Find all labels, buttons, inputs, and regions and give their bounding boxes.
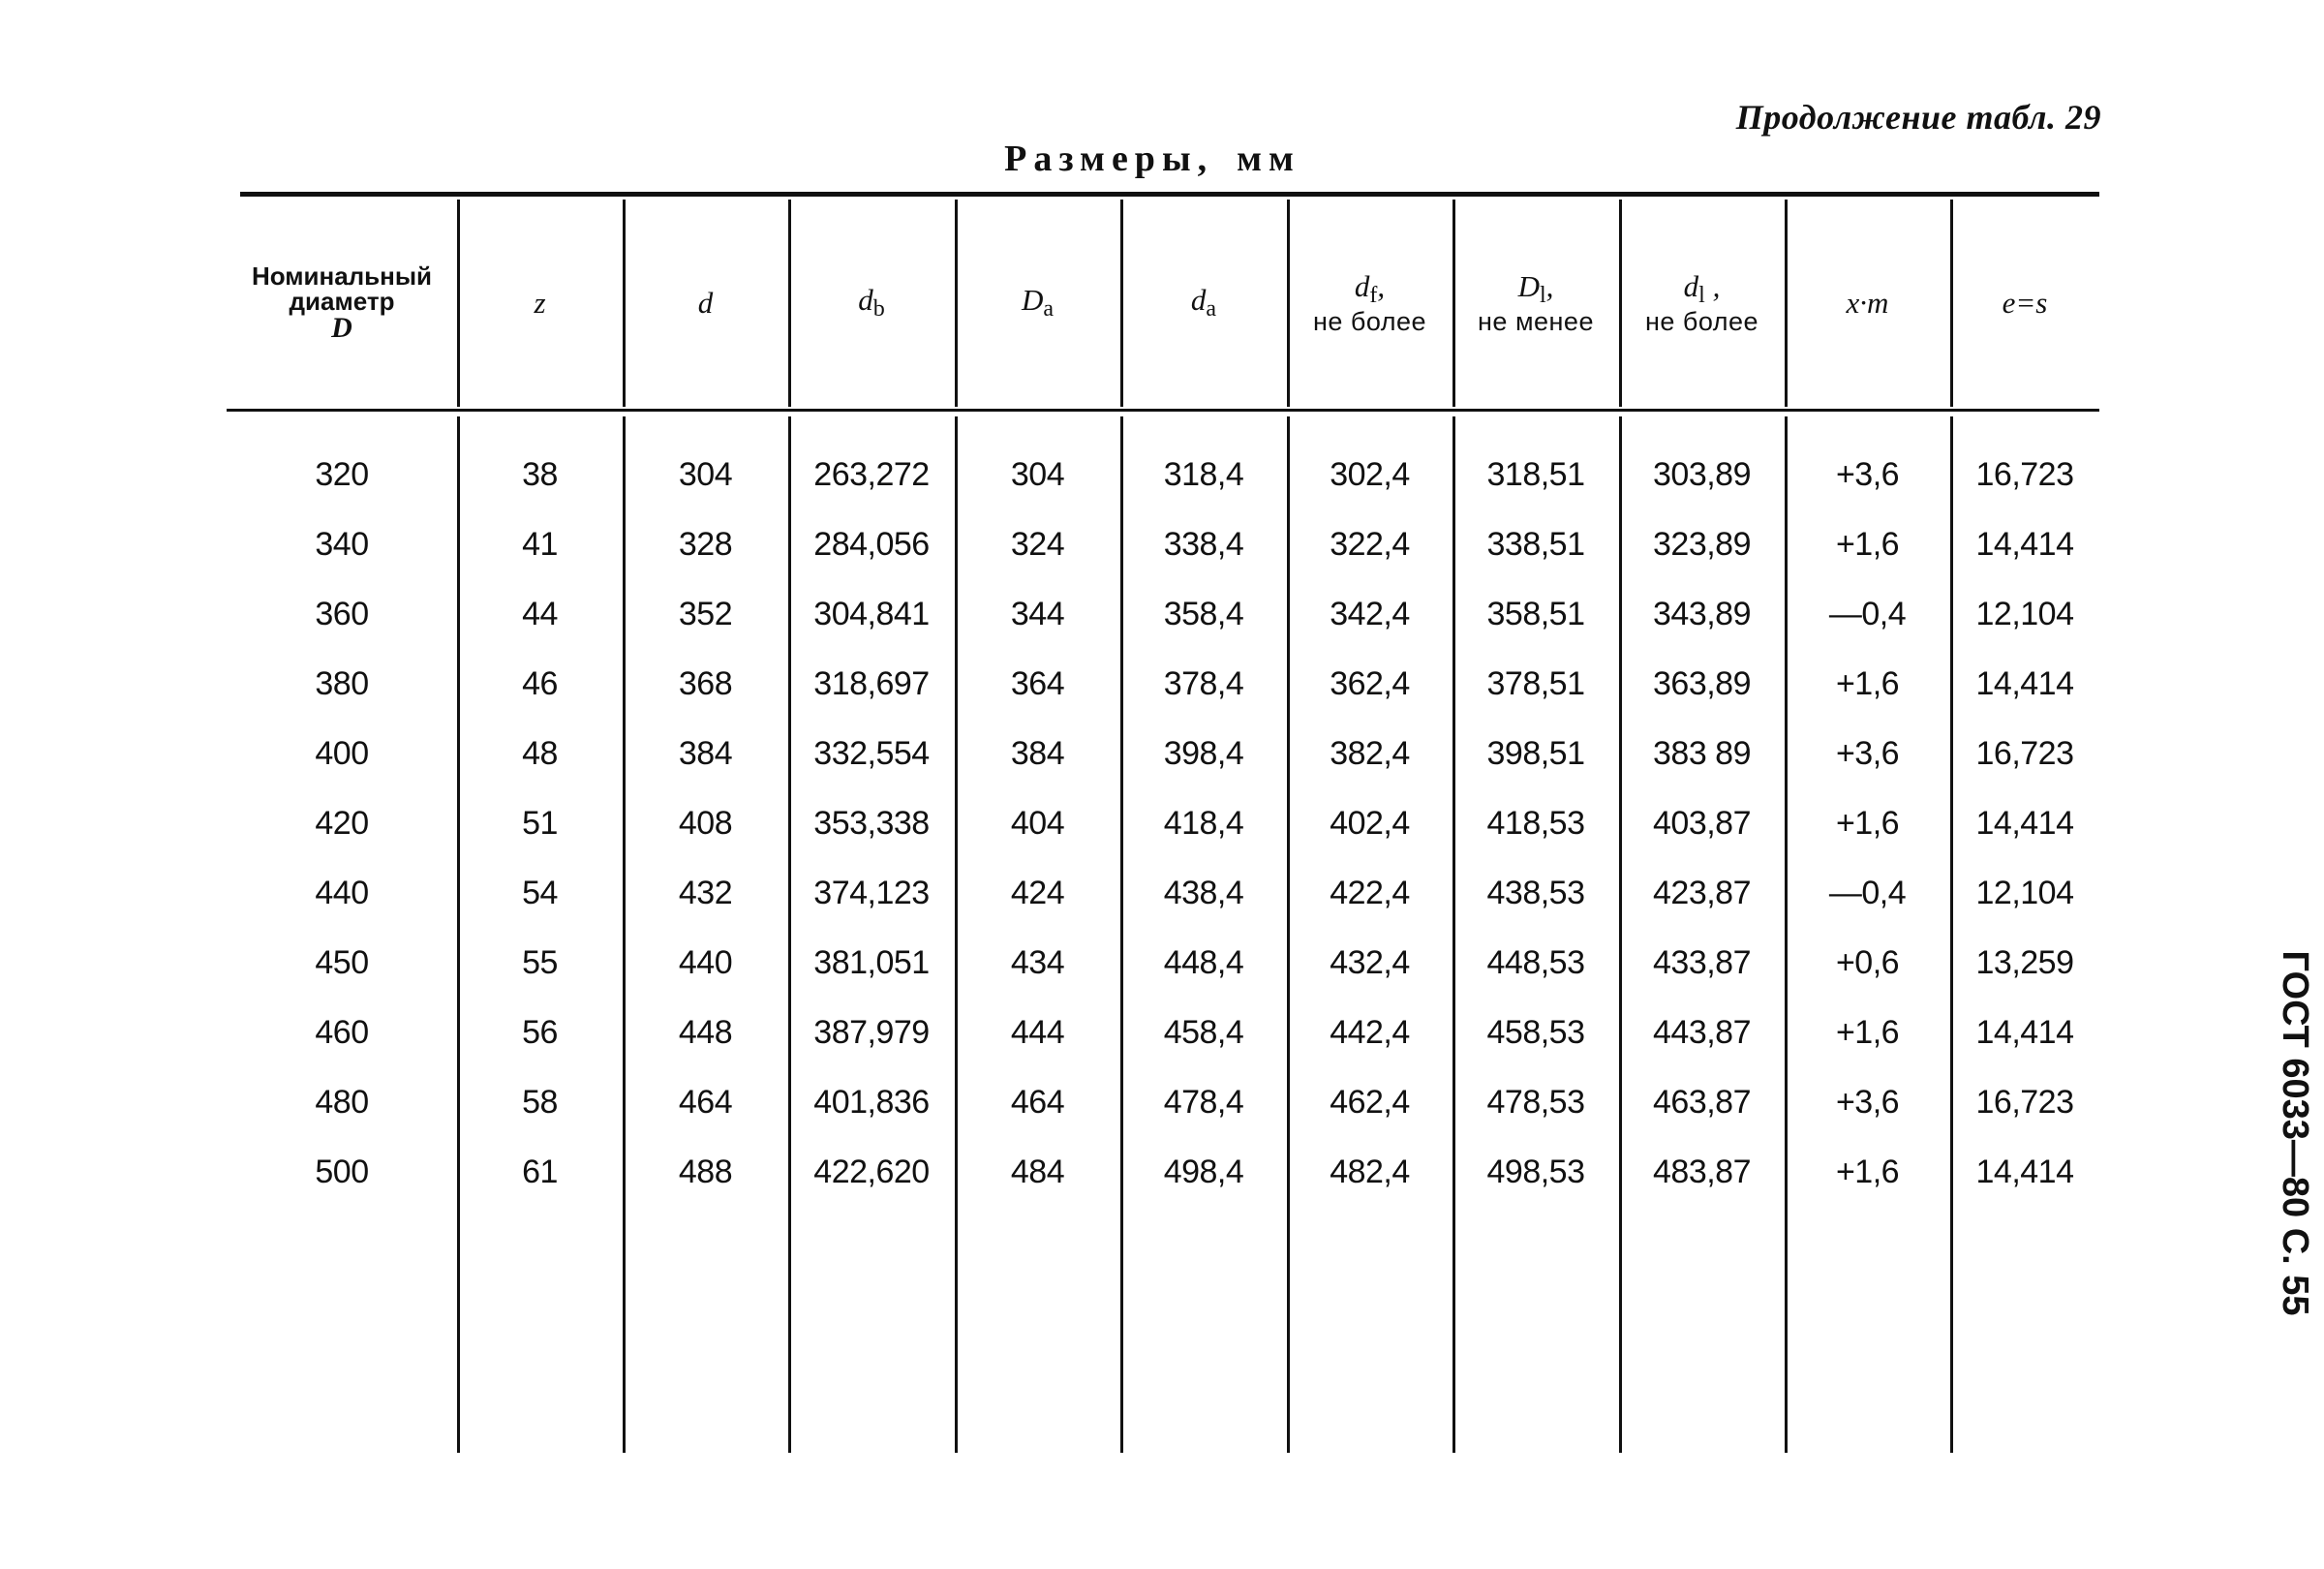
table-cell: 263,272 — [813, 455, 930, 493]
table-cell: 462,4 — [1330, 1083, 1410, 1121]
table-cell: 403,87 — [1653, 804, 1751, 842]
table-cell: 360 — [315, 595, 369, 632]
column-header-punct: , — [1545, 268, 1554, 303]
column-header-note: не более — [1312, 306, 1427, 336]
table-cell: 303,89 — [1653, 455, 1751, 493]
table-cell: 488 — [678, 1153, 733, 1190]
table-cell: 384 — [1010, 734, 1065, 772]
column-header-symbol: d — [1683, 268, 1699, 303]
table-cell: 318,4 — [1163, 455, 1244, 493]
table-cell: 14,414 — [1975, 525, 2074, 563]
column-header — [623, 200, 788, 407]
table-cell: 323,89 — [1653, 525, 1751, 563]
table-cell: 318,51 — [1486, 455, 1585, 493]
column-header — [1452, 200, 1619, 407]
table-cell: 16,723 — [1975, 734, 2074, 772]
table-cell: 448 — [678, 1013, 733, 1051]
table-cell: 54 — [522, 874, 558, 911]
table-cell: 353,338 — [813, 804, 930, 842]
units-title-unit: мм — [1237, 138, 1300, 179]
table-cell: 344 — [1010, 595, 1065, 632]
table-cell: 44 — [522, 595, 558, 632]
column-header-symbol-line — [534, 285, 546, 320]
column-header-subscript: a — [1206, 295, 1217, 322]
table-cell: 56 — [522, 1013, 558, 1051]
table-cell: +1,6 — [1835, 664, 1900, 702]
table-cell: 14,414 — [1975, 1153, 2074, 1190]
table-cell: 304,841 — [813, 595, 930, 632]
table-cell: 432,4 — [1330, 943, 1410, 981]
column-header-symbol: D — [1021, 282, 1044, 317]
column-header-subscript: f — [1369, 282, 1378, 308]
table-cell: 480 — [315, 1083, 369, 1121]
table-cell: 433,87 — [1653, 943, 1751, 981]
table-cell: 343,89 — [1653, 595, 1751, 632]
table-cell: 458,4 — [1163, 1013, 1244, 1051]
table-cell: +1,6 — [1835, 525, 1900, 563]
column-header-symbol: d — [1190, 282, 1207, 317]
table-header-rule — [227, 409, 2099, 412]
table-cell: 418,53 — [1486, 804, 1585, 842]
table-cell: 318,697 — [813, 664, 930, 702]
table-top-rule — [240, 192, 2099, 197]
table-cell: 484 — [1010, 1153, 1065, 1190]
column-header-subscript: l — [1698, 282, 1705, 308]
table-cell: —0,4 — [1828, 874, 1907, 911]
column-header — [955, 200, 1120, 407]
table-cell: 498,4 — [1163, 1153, 1244, 1190]
table-cell: 380 — [315, 664, 369, 702]
column-header — [788, 200, 955, 407]
column-header — [457, 200, 623, 407]
table-cell: 51 — [522, 804, 558, 842]
table-cell: 382,4 — [1330, 734, 1410, 772]
table-cell: 304 — [1010, 455, 1065, 493]
table-cell: 381,051 — [813, 943, 930, 981]
table-cell: 464 — [678, 1083, 733, 1121]
table-cell: 444 — [1010, 1013, 1065, 1051]
table-cell: 41 — [522, 525, 558, 563]
table-cell: 442,4 — [1330, 1013, 1410, 1051]
table-cell: 460 — [315, 1013, 369, 1051]
table-cell: 328 — [678, 525, 733, 563]
table-cell: 358,51 — [1486, 595, 1585, 632]
table-cell: 378,51 — [1486, 664, 1585, 702]
column-header-symbol: x·m — [1846, 285, 1889, 320]
column-header-line: Номинальный — [251, 262, 433, 291]
table-cell: 478,53 — [1486, 1083, 1585, 1121]
table-cell: 420 — [315, 804, 369, 842]
column-header-symbol: D — [331, 312, 352, 344]
table-cell: 424 — [1010, 874, 1065, 911]
table-cell: 448,53 — [1486, 943, 1585, 981]
table-cell: 404 — [1010, 804, 1065, 842]
table-cell: 423,87 — [1653, 874, 1751, 911]
table-cell: 16,723 — [1975, 455, 2074, 493]
table-cell: 352 — [678, 595, 733, 632]
column-header-subscript: b — [872, 295, 885, 322]
column-header-symbol-line — [858, 282, 885, 322]
table-cell: 384 — [678, 734, 733, 772]
table-cell: 12,104 — [1975, 874, 2074, 911]
table-cell: 464 — [1010, 1083, 1065, 1121]
table-cell: +1,6 — [1835, 1013, 1900, 1051]
table-cell: 14,414 — [1975, 664, 2074, 702]
column-header — [1785, 200, 1950, 407]
column-header-punct: , — [1377, 268, 1386, 303]
table-cell: —0,4 — [1828, 595, 1907, 632]
table-cell: 418,4 — [1163, 804, 1244, 842]
column-header-symbol-line — [1190, 282, 1217, 322]
units-title — [0, 138, 2305, 180]
table-cell: 443,87 — [1653, 1013, 1751, 1051]
table-cell: 12,104 — [1975, 595, 2074, 632]
table-cell: +3,6 — [1835, 1083, 1900, 1121]
table-cell: 48 — [522, 734, 558, 772]
table-cell: 320 — [315, 455, 369, 493]
column-header-symbol-line — [2002, 285, 2048, 320]
table-cell: 498,53 — [1486, 1153, 1585, 1190]
table-cell: 450 — [315, 943, 369, 981]
table-cell: 458,53 — [1486, 1013, 1585, 1051]
standard-page-stamp: ГОСТ 6033—80 С. 55 — [2275, 950, 2316, 1316]
column-header-subscript: a — [1043, 295, 1055, 322]
table-cell: 408 — [678, 804, 733, 842]
table-cell: 58 — [522, 1083, 558, 1121]
column-header-symbol-line — [1846, 285, 1889, 320]
units-title-word: Размеры, — [1004, 138, 1214, 179]
table-cell: 302,4 — [1330, 455, 1410, 493]
column-header — [1287, 200, 1452, 407]
table-cell: 304 — [678, 455, 733, 493]
column-header-symbol-line — [1354, 268, 1386, 308]
table-cell: 401,836 — [813, 1083, 930, 1121]
table-cell: 55 — [522, 943, 558, 981]
column-header — [1619, 200, 1785, 407]
table-cell: 483,87 — [1653, 1153, 1751, 1190]
table-cell: 324 — [1010, 525, 1065, 563]
table-cell: 14,414 — [1975, 1013, 2074, 1051]
table-cell: 387,979 — [813, 1013, 930, 1051]
table-cell: 448,4 — [1163, 943, 1244, 981]
table-cell: 284,056 — [813, 525, 930, 563]
table-cell: 378,4 — [1163, 664, 1244, 702]
table-cell: 482,4 — [1330, 1153, 1410, 1190]
column-header-symbol-line — [1021, 282, 1055, 322]
table-cell: 364 — [1010, 664, 1065, 702]
table-cell: 13,259 — [1975, 943, 2074, 981]
column-header-symbol: z — [534, 285, 546, 320]
column-header-subscript: l — [1539, 282, 1546, 308]
table-cell: 440 — [678, 943, 733, 981]
table-cell: 362,4 — [1330, 664, 1410, 702]
table-cell: 358,4 — [1163, 595, 1244, 632]
table-cell: 500 — [315, 1153, 369, 1190]
table-cell: +1,6 — [1835, 804, 1900, 842]
table-cell: 363,89 — [1653, 664, 1751, 702]
column-header — [227, 200, 457, 407]
table-cell: 338,4 — [1163, 525, 1244, 563]
column-header-note: не более — [1644, 306, 1759, 336]
table-cell: 432 — [678, 874, 733, 911]
table-cell: 434 — [1010, 943, 1065, 981]
table-cell: 398,4 — [1163, 734, 1244, 772]
table-cell: 368 — [678, 664, 733, 702]
table-cell: 16,723 — [1975, 1083, 2074, 1121]
column-header-punct: , — [1704, 268, 1721, 303]
table-cell: +1,6 — [1835, 1153, 1900, 1190]
column-header-symbol: d — [1354, 268, 1370, 303]
table-cell: 402,4 — [1330, 804, 1410, 842]
table-cell: 398,51 — [1486, 734, 1585, 772]
table-cell: 342,4 — [1330, 595, 1410, 632]
column-header-symbol-line — [1517, 268, 1554, 308]
table-cell: 383 89 — [1653, 734, 1751, 772]
table-cell: 332,554 — [813, 734, 930, 772]
column-header — [1950, 200, 2099, 407]
column-header-line: диаметр — [289, 287, 395, 316]
table-cell: 422,4 — [1330, 874, 1410, 911]
column-header-symbol: d — [858, 282, 873, 317]
table-cell: 438,53 — [1486, 874, 1585, 911]
table-cell: 61 — [522, 1153, 558, 1190]
column-header-symbol: e=s — [2002, 285, 2048, 320]
table-cell: 374,123 — [813, 874, 930, 911]
table-cell: +3,6 — [1835, 734, 1900, 772]
table-continuation-note: Продолжение табл. 29 — [1735, 98, 2101, 137]
table-cell: 478,4 — [1163, 1083, 1244, 1121]
table-cell: 46 — [522, 664, 558, 702]
table-cell: 14,414 — [1975, 804, 2074, 842]
column-header-note: не менее — [1478, 306, 1594, 336]
table-cell: +3,6 — [1835, 455, 1900, 493]
column-header-symbol: D — [1517, 268, 1540, 303]
table-cell: 400 — [315, 734, 369, 772]
table-cell: 338,51 — [1486, 525, 1585, 563]
column-header-symbol-line — [697, 285, 714, 320]
table-cell: 440 — [315, 874, 369, 911]
table-cell: 422,620 — [813, 1153, 930, 1190]
table-cell: 438,4 — [1163, 874, 1244, 911]
table-cell: 463,87 — [1653, 1083, 1751, 1121]
column-header — [1120, 200, 1287, 407]
table-cell: 340 — [315, 525, 369, 563]
column-header-symbol: d — [697, 285, 714, 320]
table-cell: 38 — [522, 455, 558, 493]
table-cell: 322,4 — [1330, 525, 1410, 563]
table-cell: +0,6 — [1835, 943, 1900, 981]
column-header-symbol-line — [1683, 268, 1721, 308]
